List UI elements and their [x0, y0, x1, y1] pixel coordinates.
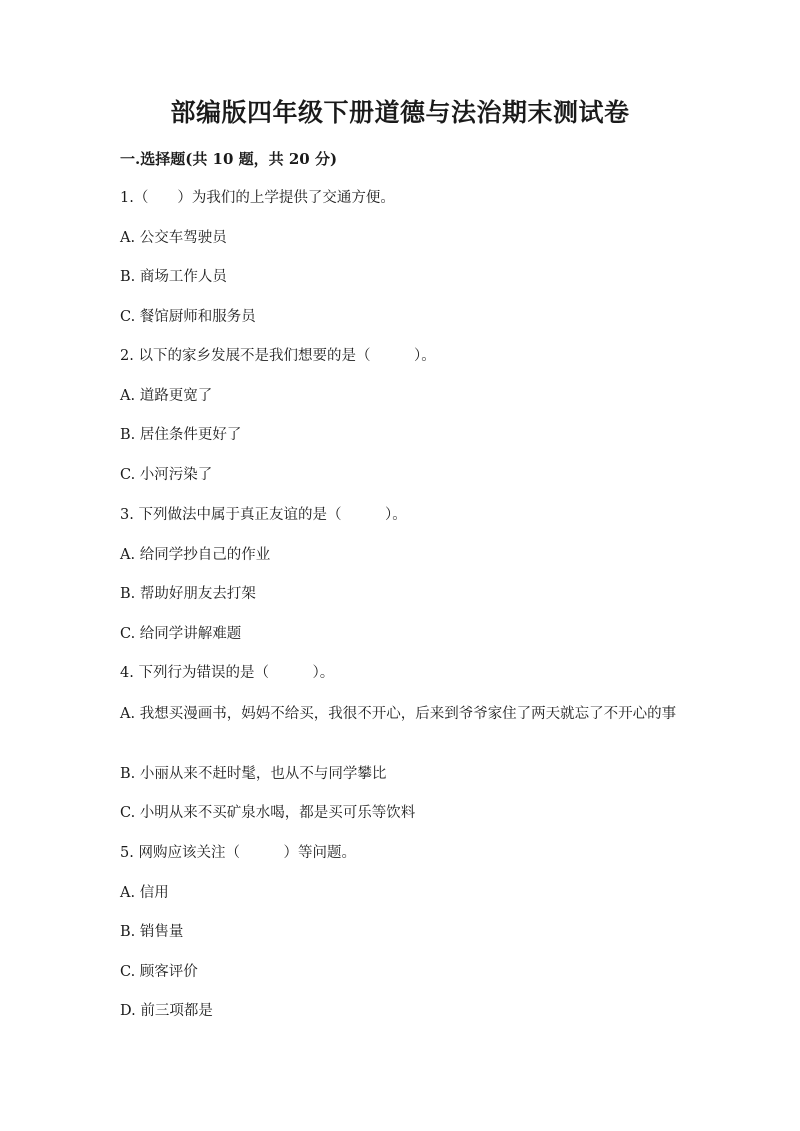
question-3-option-a: A. 给同学抄自己的作业	[120, 547, 271, 563]
question-1-option-c: C. 餐馆厨师和服务员	[120, 309, 256, 325]
question-2-option-c: C. 小河污染了	[120, 467, 213, 483]
question-5-stem: 5. 网购应该关注（ ）等问题。	[120, 845, 356, 861]
question-4-option-c: C. 小明从来不买矿泉水喝，都是买可乐等饮料	[120, 805, 416, 821]
question-2-option-b: B. 居住条件更好了	[120, 427, 242, 443]
question-4-stem: 4. 下列行为错误的是（ ）。	[120, 665, 335, 681]
question-3-option-b: B. 帮助好朋友去打架	[120, 586, 256, 602]
question-2-stem: 2. 以下的家乡发展不是我们想要的是（ ）。	[120, 348, 436, 364]
question-1-option-b: B. 商场工作人员	[120, 269, 227, 285]
question-5-option-b: B. 销售量	[120, 924, 184, 940]
question-3-option-c: C. 给同学讲解难题	[120, 626, 242, 642]
question-4-option-a: A. 我想买漫画书，妈妈不给买，我很不开心，后来到爷爷家住了两天就忘了不开心的事	[120, 706, 677, 722]
question-1-option-a: A. 公交车驾驶员	[120, 230, 227, 246]
section-heading: 一.选择题(共 10 题，共 20 分)	[120, 150, 338, 168]
question-5-option-c: C. 顾客评价	[120, 964, 198, 980]
question-2-option-a: A. 道路更宽了	[120, 388, 213, 404]
question-3-stem: 3. 下列做法中属于真正友谊的是（ ）。	[120, 507, 407, 523]
question-1-stem: 1.（ ）为我们的上学提供了交通方便。	[120, 190, 395, 206]
question-5-option-a: A. 信用	[120, 885, 169, 901]
question-4-option-b: B. 小丽从来不赶时髦，也从不与同学攀比	[120, 766, 387, 782]
document-title: 部编版四年级下册道德与法治期末测试卷	[170, 98, 630, 127]
question-5-option-d: D. 前三项都是	[120, 1003, 213, 1019]
